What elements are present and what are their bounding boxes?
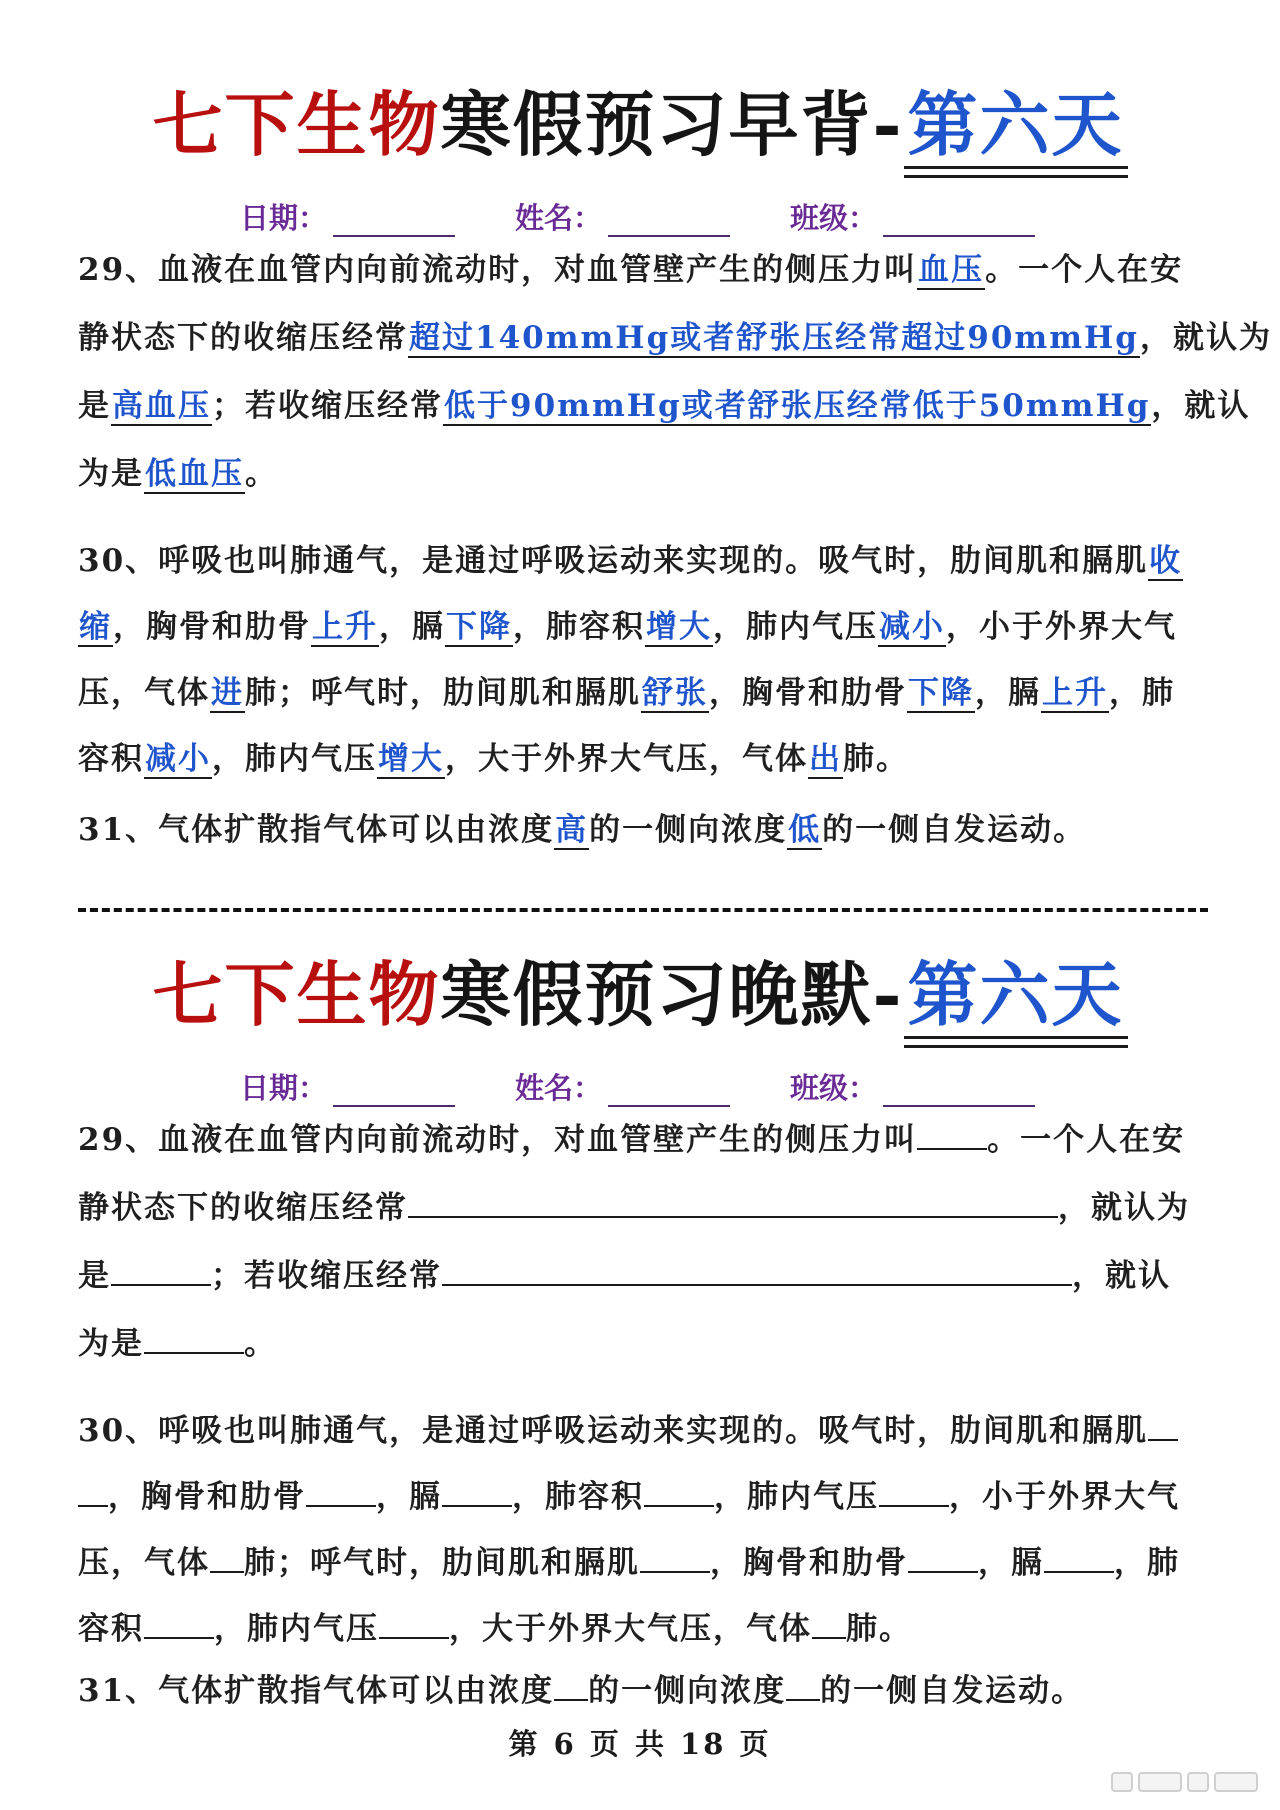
page-number: 第 6 页 共 18 页 — [508, 1727, 772, 1761]
answer: 低于90mmHg或者舒张压经常低于50mmHg — [444, 388, 1151, 424]
fill-blank[interactable] — [1148, 1409, 1178, 1441]
answer: 增大 — [378, 741, 444, 777]
date-field[interactable]: 日期： — [240, 196, 455, 237]
answer: 上升 — [312, 609, 378, 645]
answer: 缩 — [79, 609, 112, 645]
answer: 进 — [211, 675, 244, 711]
answer: 下降 — [446, 609, 512, 645]
evening-q29: 29、血液在血管内向前流动时，对血管壁产生的侧压力叫 。一个人在安 静状态下的收缩压经常 ，就认为 是 ；若收缩压经常 ，就认 为是 。 — [78, 1106, 1208, 1378]
answer: 高 — [555, 812, 589, 848]
answer: 上升 — [1042, 675, 1108, 711]
evening-title — [0, 950, 1280, 1040]
answer: 收 — [1149, 543, 1183, 579]
answer: 低 — [788, 812, 822, 848]
title-subject: 七下生物 — [152, 83, 441, 166]
fill-blank[interactable] — [554, 1669, 588, 1701]
morning-q29: 29、血液在血管内向前流动时，对血管壁产生的侧压力叫血压。一个人在安 静状态下的收缩压经常超过140mmHg或者舒张压经常超过90mmHg，就认为 是高血压；若收缩压经常低于90mmHg或者舒张压经常低于50mmHg，就认 为是低血压。 — [78, 252, 1272, 492]
title-main: 寒假预习早背- — [440, 83, 904, 166]
name-field[interactable]: 姓名： — [515, 1066, 730, 1107]
fill-blank[interactable] — [812, 1607, 846, 1639]
answer: 减小 — [145, 741, 211, 777]
answer: 低血压 — [145, 456, 244, 492]
evening-q30: 30、呼吸也叫肺通气，是通过呼吸运动来实现的。吸气时，肋间肌和膈肌 ，胸骨和肋骨 ，膈 ，肺容积 ，肺内气压 ，小于外界大气 压，气体 肺；呼气时，肋间肌和膈肌 ，胸骨和肋骨 ，膈 ，肺 容积 ，肺内气压 ，大于外界大气压，气体 肺。 — [78, 1398, 1208, 1662]
morning-q31: 31、气体扩散指气体可以由浓度高的一侧向浓度低的一侧自发运动。 — [78, 812, 1087, 848]
evening-q31: 31、气体扩散指气体可以由浓度 的一侧向浓度 的一侧自发运动。 — [78, 1666, 1208, 1716]
date-field[interactable]: 日期： — [240, 1066, 455, 1107]
answer: 出 — [809, 741, 842, 777]
class-field[interactable]: 班级： — [790, 196, 1035, 237]
fill-blank[interactable] — [442, 1254, 1072, 1286]
morning-title — [0, 80, 1280, 170]
fill-blank[interactable] — [1044, 1541, 1114, 1573]
fill-blank[interactable] — [917, 1118, 987, 1150]
fill-blank[interactable] — [210, 1541, 244, 1573]
title-subject: 七下生物 — [152, 953, 441, 1036]
answer: 舒张 — [642, 675, 708, 711]
fill-blank[interactable] — [379, 1607, 449, 1639]
class-field[interactable]: 班级： — [790, 1066, 1035, 1107]
answer: 下降 — [908, 675, 974, 711]
title-day: 第六天 — [904, 83, 1128, 169]
answer: 超过140mmHg或者舒张压经常超过90mmHg — [409, 320, 1139, 356]
answer: 高血压 — [112, 388, 211, 424]
name-field[interactable]: 姓名： — [515, 196, 730, 237]
title-day: 第六天 — [904, 953, 1128, 1039]
watermark-icon — [1111, 1772, 1258, 1792]
fill-blank[interactable] — [442, 1475, 512, 1507]
answer: 增大 — [646, 609, 712, 645]
fill-blank[interactable] — [408, 1186, 1058, 1218]
fill-blank[interactable] — [144, 1607, 214, 1639]
fill-blank[interactable] — [640, 1541, 710, 1573]
section-divider — [78, 908, 1208, 912]
morning-q30: 30、呼吸也叫肺通气，是通过呼吸运动来实现的。吸气时，肋间肌和膈肌收 缩，胸骨和肋骨上升，膈下降，肺容积增大，肺内气压减小，小于外界大气 压，气体进肺；呼气时，肋间肌和膈肌舒张，胸骨和肋骨下降，膈上升，肺 容积减小，肺内气压增大，大于外界大气压，气体出肺。 — [78, 543, 1183, 777]
fill-blank[interactable] — [879, 1475, 949, 1507]
answer: 血压 — [918, 252, 985, 288]
fill-blank[interactable] — [908, 1541, 978, 1573]
answer: 减小 — [879, 609, 945, 645]
fill-blank[interactable] — [306, 1475, 376, 1507]
fill-blank[interactable] — [644, 1475, 714, 1507]
title-main: 寒假预习晚默- — [440, 953, 904, 1036]
fill-blank[interactable] — [144, 1322, 244, 1354]
fill-blank[interactable] — [78, 1475, 108, 1507]
fill-blank[interactable] — [786, 1669, 820, 1701]
fill-blank[interactable] — [111, 1254, 211, 1286]
